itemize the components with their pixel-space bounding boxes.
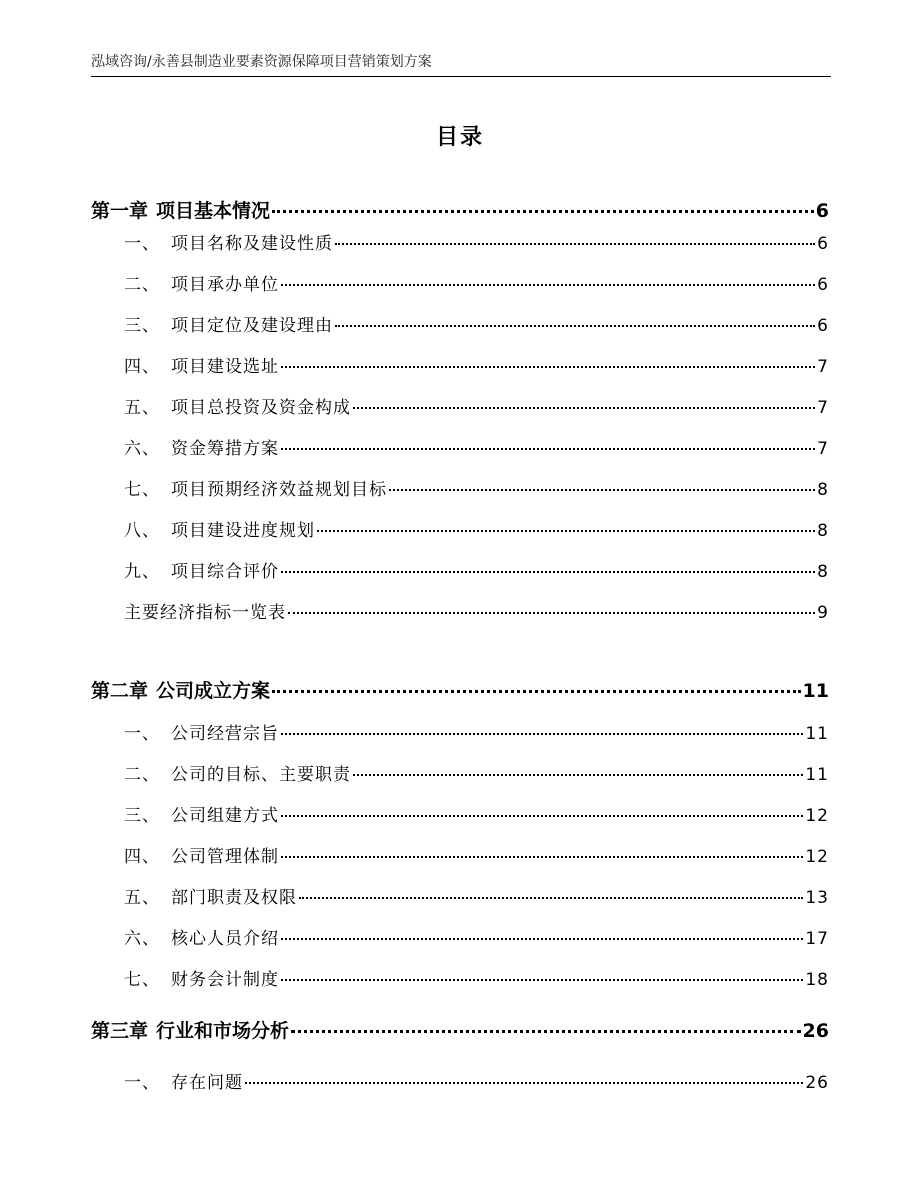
dot-leader (281, 448, 815, 450)
toc-entry-label (91, 393, 351, 418)
toc-section-entry[interactable] (91, 311, 829, 336)
toc-entry-number: 第二章 (91, 680, 149, 702)
toc-entry-label (91, 434, 279, 459)
dot-leader (353, 407, 815, 409)
toc-section-entry[interactable] (91, 1068, 829, 1093)
toc-entry-number: 第三章 (91, 1020, 149, 1042)
toc-entry-number: 四、 (124, 847, 160, 867)
toc-entry-label (91, 965, 279, 990)
toc-entry-title: 公司成立方案 (156, 680, 271, 702)
toc-entry-number: 九、 (124, 562, 160, 582)
dot-leader (288, 612, 815, 614)
toc-entry-number: 二、 (124, 765, 160, 785)
running-header: 泓域咨询/永善县制造业要素资源保障项目营销策划方案 (91, 52, 831, 77)
dot-leader (281, 856, 803, 858)
dot-leader (272, 690, 801, 693)
dot-leader (299, 897, 803, 899)
toc-entry-label (91, 719, 279, 744)
toc-entry-title: 项目综合评价 (171, 562, 279, 582)
toc-section-entry[interactable] (91, 842, 829, 867)
toc-page-number: 7 (817, 439, 829, 459)
toc-page-number: 11 (805, 724, 829, 744)
toc-entry-number: 一、 (124, 234, 160, 254)
dot-leader (335, 325, 815, 327)
toc-entry-title: 公司管理体制 (171, 847, 279, 867)
toc-page-number: 8 (817, 521, 829, 541)
toc-page-number: 9 (817, 603, 829, 623)
toc-entry-number: 六、 (124, 439, 160, 459)
toc-page-number: 11 (802, 680, 829, 702)
toc-entry-number: 七、 (124, 970, 160, 990)
toc-entry-label (91, 196, 270, 223)
toc-chapter-entry[interactable] (91, 1016, 829, 1043)
toc-page-number: 7 (817, 357, 829, 377)
toc-section-entry[interactable] (91, 883, 829, 908)
toc-entry-label (91, 1068, 243, 1093)
dot-leader (353, 774, 803, 776)
toc-entry-title: 项目建设进度规划 (171, 521, 315, 541)
toc-entry-title: 项目名称及建设性质 (171, 234, 333, 254)
dot-leader (272, 210, 814, 213)
dot-leader (281, 815, 803, 817)
toc-entry-number: 三、 (124, 806, 160, 826)
toc-section-entry[interactable] (91, 270, 829, 295)
toc-entry-title: 部门职责及权限 (171, 888, 297, 908)
toc-chapter-entry[interactable] (91, 196, 829, 223)
dot-leader (281, 938, 803, 940)
toc-entry-number: 第一章 (91, 200, 149, 222)
toc-entry-label (91, 311, 333, 336)
dot-leader (281, 979, 803, 981)
toc-entry-title: 项目基本情况 (156, 200, 271, 222)
toc-section-entry[interactable] (91, 719, 829, 744)
toc-section-entry[interactable] (91, 393, 829, 418)
toc-entry-label (91, 516, 315, 541)
toc-page-number: 6 (815, 200, 829, 222)
toc-entry-title: 公司组建方式 (171, 806, 279, 826)
toc-entry-title: 项目承办单位 (171, 275, 279, 295)
toc-section-entry[interactable] (91, 598, 829, 623)
toc-entry-number: 一、 (124, 1073, 160, 1093)
toc-page-number: 17 (805, 929, 829, 949)
toc-section-entry[interactable] (91, 924, 829, 949)
toc-entry-label (91, 270, 279, 295)
toc-section-entry[interactable] (91, 516, 829, 541)
toc-entry-label (91, 760, 351, 785)
dot-leader (245, 1082, 803, 1084)
toc-page-number: 8 (817, 562, 829, 582)
toc-title: 目录 (435, 125, 484, 150)
toc-page-number: 26 (802, 1020, 829, 1042)
toc-section-entry[interactable] (91, 557, 829, 582)
toc-entry-title: 项目总投资及资金构成 (171, 398, 351, 418)
toc-page-number: 7 (817, 398, 829, 418)
toc-page-number: 12 (805, 847, 829, 867)
toc-entry-title: 核心人员介绍 (171, 929, 279, 949)
toc-entry-number: 五、 (124, 888, 160, 908)
toc-entry-title: 项目定位及建设理由 (171, 316, 333, 336)
toc-entry-title: 存在问题 (171, 1073, 243, 1093)
toc-entry-number: 二、 (124, 275, 160, 295)
toc-entry-number: 六、 (124, 929, 160, 949)
toc-section-entry[interactable] (91, 801, 829, 826)
toc-entry-title: 主要经济指标一览表 (124, 603, 286, 623)
toc-entry-number: 七、 (124, 480, 160, 500)
toc-entry-title: 项目建设选址 (171, 357, 279, 377)
toc-entry-number: 一、 (124, 724, 160, 744)
toc-entry-label (91, 924, 279, 949)
toc-section-entry[interactable] (91, 352, 829, 377)
toc-section-entry[interactable] (91, 965, 829, 990)
toc-page-number: 6 (817, 234, 829, 254)
toc-section-entry[interactable] (91, 760, 829, 785)
toc-entry-title: 财务会计制度 (171, 970, 279, 990)
toc-entry-title: 公司的目标、主要职责 (171, 765, 351, 785)
toc-page-number: 6 (817, 275, 829, 295)
dot-leader (281, 733, 803, 735)
toc-entry-title: 行业和市场分析 (156, 1020, 290, 1042)
toc-entry-label (91, 598, 286, 623)
toc-section-entry[interactable] (91, 475, 829, 500)
dot-leader (281, 284, 815, 286)
toc-entry-title: 公司经营宗旨 (171, 724, 279, 744)
toc-entry-number: 五、 (124, 398, 160, 418)
toc-entry-label (91, 352, 279, 377)
toc-entry-title: 项目预期经济效益规划目标 (171, 480, 387, 500)
dot-leader (335, 243, 815, 245)
dot-leader (291, 1030, 801, 1033)
toc-page-number: 11 (805, 765, 829, 785)
toc-entry-label (91, 229, 333, 254)
toc-entry-title: 资金筹措方案 (171, 439, 279, 459)
toc-chapter-entry[interactable] (91, 676, 829, 703)
toc-entry-number: 四、 (124, 357, 160, 377)
toc-entry-label (91, 475, 387, 500)
dot-leader (317, 530, 815, 532)
toc-section-entry[interactable] (91, 229, 829, 254)
dot-leader (281, 571, 815, 573)
toc-entry-number: 八、 (124, 521, 160, 541)
toc-page-number: 8 (817, 480, 829, 500)
toc-page-number: 18 (805, 970, 829, 990)
toc-entry-label (91, 842, 279, 867)
toc-entry-label (91, 1016, 289, 1043)
toc-entry-label (91, 557, 279, 582)
toc-page-number: 13 (805, 888, 829, 908)
toc-entry-label (91, 676, 270, 703)
dot-leader (389, 489, 815, 491)
toc-page-number: 6 (817, 316, 829, 336)
toc-entry-label (91, 801, 279, 826)
toc-section-entry[interactable] (91, 434, 829, 459)
toc-page-number: 26 (805, 1073, 829, 1093)
dot-leader (281, 366, 815, 368)
toc-entry-number: 三、 (124, 316, 160, 336)
toc-entry-label (91, 883, 297, 908)
toc-page-number: 12 (805, 806, 829, 826)
